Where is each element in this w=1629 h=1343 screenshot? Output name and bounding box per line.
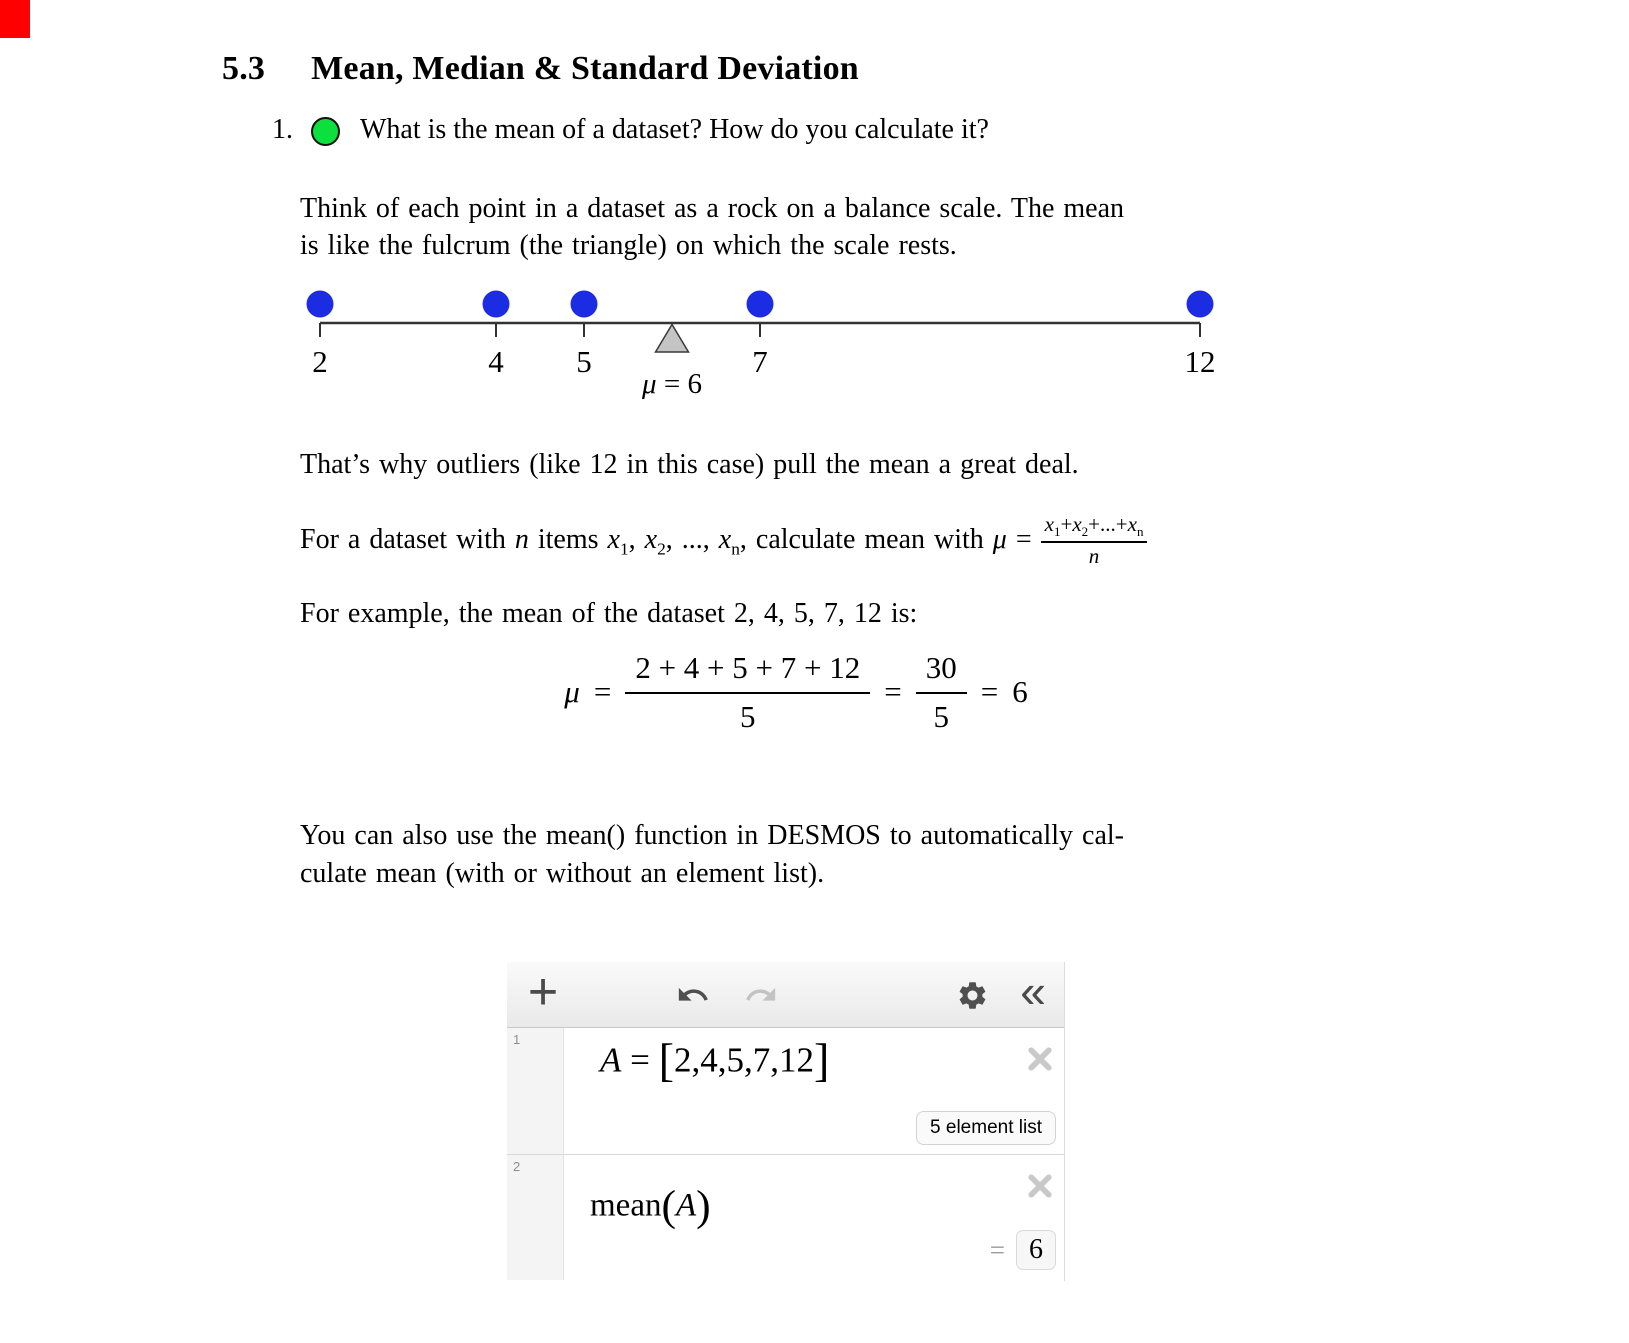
delete-expression-button[interactable] xyxy=(1025,1044,1055,1074)
close-bracket: ] xyxy=(814,1035,830,1086)
expression-row-1 xyxy=(507,1028,1064,1154)
tick-label: 4 xyxy=(488,344,504,379)
equation-result: 6 xyxy=(1012,673,1028,709)
var-n: n xyxy=(514,523,529,555)
desmos-note-line-1: You can also use the mean() function in DESMOS to automatically cal- xyxy=(300,820,1124,851)
intro-paragraph xyxy=(300,190,1124,264)
var-x1: x xyxy=(607,523,620,555)
gear-icon xyxy=(956,979,989,1012)
x-icon xyxy=(1025,1171,1055,1201)
question-number: 1. xyxy=(272,114,293,145)
outlier-paragraph: That’s why outliers (like 12 in this case) pull the mean a great deal. xyxy=(300,449,1079,480)
redo-icon xyxy=(744,978,778,1012)
equals-sign: = xyxy=(980,673,999,709)
intro-line-2: is like the fulcrum (the triangle) on which the scale rests. xyxy=(300,230,957,261)
var-A: A xyxy=(600,1040,622,1080)
settings-button[interactable] xyxy=(953,962,991,1028)
result-value-box: 6 xyxy=(1016,1230,1056,1270)
row-number-gutter xyxy=(507,1155,564,1280)
element-list-badge[interactable]: 5 element list xyxy=(916,1111,1056,1145)
tick-label: 12 xyxy=(1184,344,1216,379)
fraction-sum-over-n: $\frac{2 + 4 + 5 + 7 + 12}{5}$ xyxy=(625,648,870,735)
expression-row-2 xyxy=(507,1154,1064,1280)
mean-formula-fraction: $\frac{x_1+x_2+...+x_n}{n}$ xyxy=(1041,512,1148,569)
var-A: A xyxy=(675,1187,697,1224)
collapse-panel-button[interactable]: « xyxy=(1009,962,1057,1028)
fraction-30-over-5: $\frac{30}{5}$ xyxy=(916,648,967,735)
data-point-dot xyxy=(483,291,510,318)
desmos-note-paragraph xyxy=(300,817,1124,893)
var-mu: μ xyxy=(992,523,1007,555)
green-status-bullet-icon xyxy=(311,117,340,146)
open-bracket: [ xyxy=(658,1035,675,1086)
mean-equation xyxy=(300,648,1292,735)
delete-expression-button[interactable] xyxy=(1025,1171,1055,1201)
screen-corner-marker xyxy=(0,0,30,38)
equals-sign: = xyxy=(884,673,902,709)
tick-label: 2 xyxy=(312,344,328,379)
open-paren: ( xyxy=(661,1182,676,1230)
data-point-dot xyxy=(747,291,774,318)
expression-input-1[interactable]: A = [2,4,5,7,12] xyxy=(600,1035,830,1086)
result-display xyxy=(990,1230,1056,1270)
desmos-toolbar xyxy=(507,962,1064,1028)
redo-button[interactable] xyxy=(743,962,779,1028)
function-name: mean xyxy=(590,1187,662,1224)
number-line-diagram xyxy=(290,280,1240,402)
var-xn: x xyxy=(718,523,732,555)
row-number-gutter xyxy=(507,1028,564,1154)
list-values: 2,4,5,7,12 xyxy=(674,1040,815,1080)
intro-line-1: Think of each point in a dataset as a rock on a balance scale. The mean xyxy=(300,193,1125,224)
undo-button[interactable] xyxy=(675,962,711,1028)
expression-row-number: 1 xyxy=(513,1032,521,1047)
equals-sign: = xyxy=(593,673,612,709)
result-equals-sign: = xyxy=(989,1234,1005,1265)
fulcrum-triangle-icon xyxy=(656,325,689,353)
tick-label: 5 xyxy=(576,344,592,379)
section-heading xyxy=(222,50,859,88)
mean-label: μ = 6 xyxy=(642,368,702,400)
tick-label: 7 xyxy=(752,344,768,379)
data-point-dot xyxy=(1187,291,1214,318)
section-title: Mean, Median & Standard Deviation xyxy=(311,50,859,87)
expression-input-2[interactable] xyxy=(590,1181,711,1231)
undo-icon xyxy=(676,978,710,1012)
example-paragraph: For example, the mean of the dataset 2, 4, 5, 7, 12 is: xyxy=(300,598,918,629)
formula-text: For a dataset with xyxy=(300,523,515,555)
desmos-note-line-2: culate mean (with or without an element list). xyxy=(300,858,825,889)
var-mu: μ xyxy=(564,673,580,709)
var-x2: x xyxy=(644,523,658,555)
formula-text: items xyxy=(528,523,608,555)
x-icon xyxy=(1025,1044,1055,1074)
add-expression-button[interactable]: + xyxy=(517,962,569,1028)
close-paren: ) xyxy=(696,1182,711,1230)
data-point-dot xyxy=(307,291,334,318)
expression-row-number: 2 xyxy=(513,1159,521,1174)
mean-formula-paragraph: For a dataset with n items $x_1$, $x_2$, ..., $x_n$, calculate mean with μ = $\frac{x_1+x_2+...+x_n}{n}$ xyxy=(300,512,1147,569)
question-text: What is the mean of a dataset? How do you calculate it? xyxy=(360,114,989,145)
section-number: 5.3 xyxy=(222,50,266,87)
data-point-dot xyxy=(571,291,598,318)
desmos-calculator-panel xyxy=(507,962,1065,1281)
